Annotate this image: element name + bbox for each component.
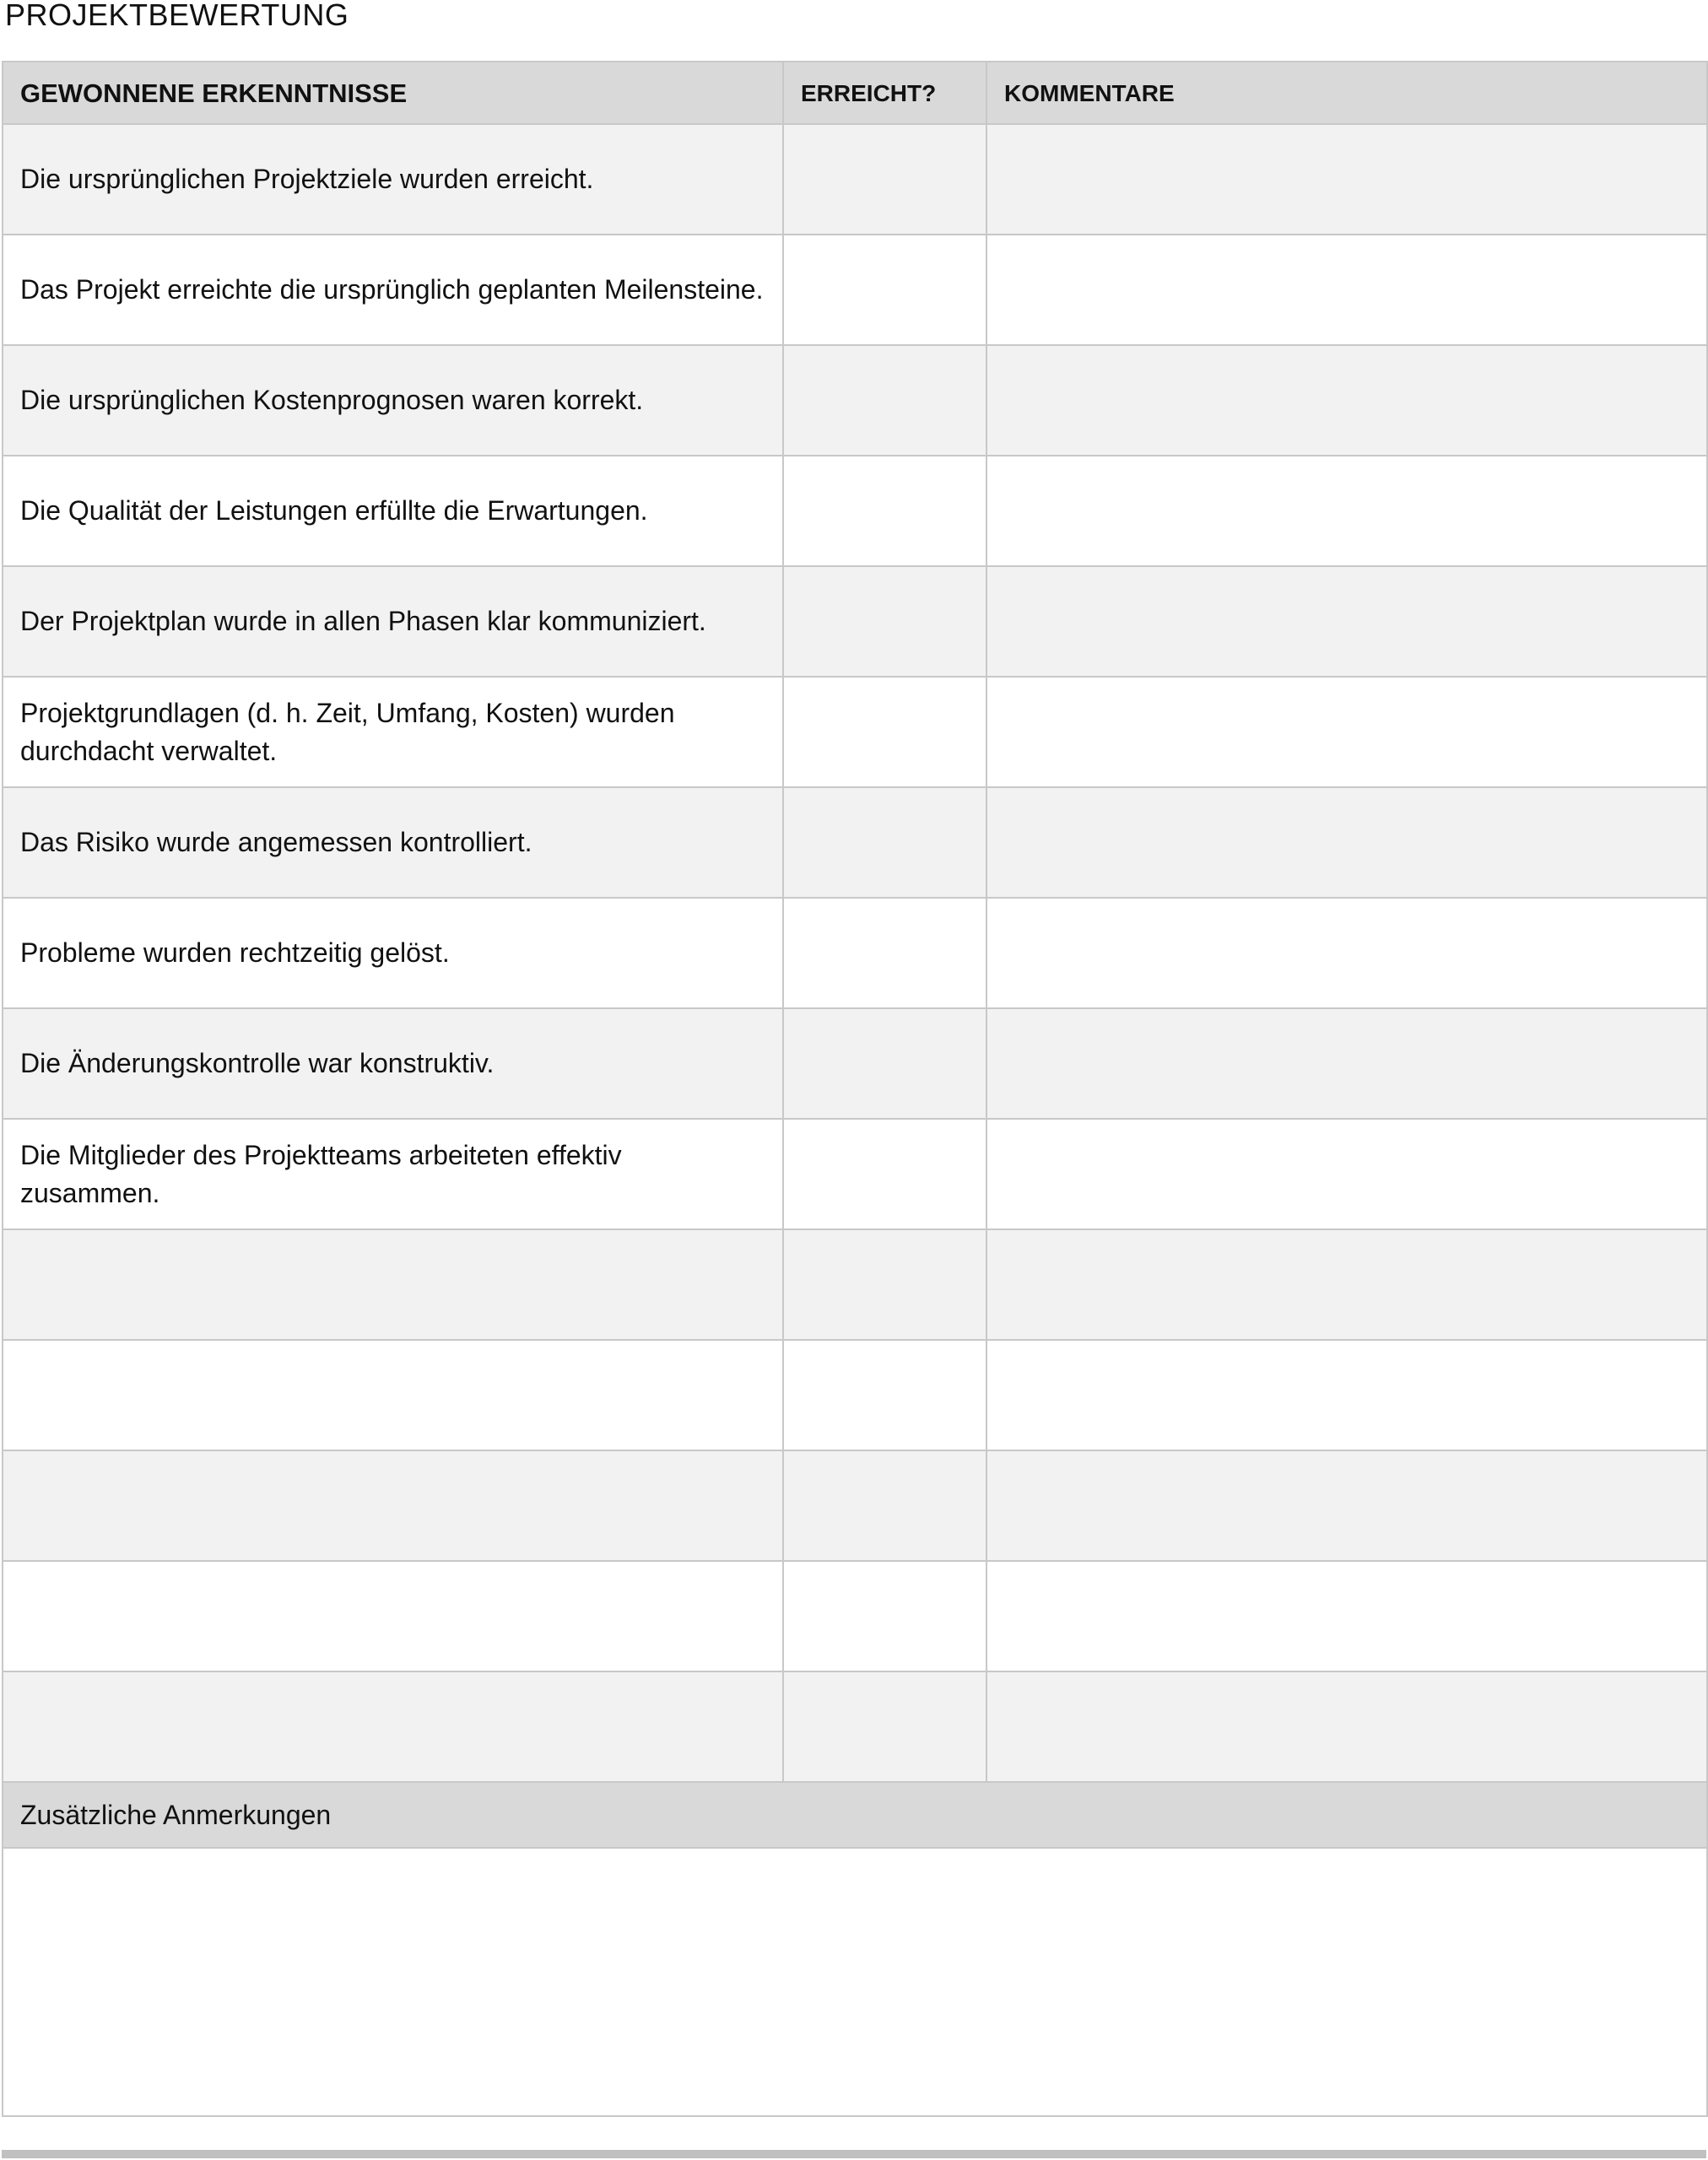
achieved-cell[interactable] (783, 1340, 986, 1450)
table-row (3, 1450, 1707, 1561)
bottom-divider (2, 2150, 1706, 2158)
finding-cell (3, 1671, 783, 1782)
table-row (3, 1340, 1707, 1450)
comment-cell[interactable] (986, 677, 1707, 787)
comment-cell[interactable] (986, 1671, 1707, 1782)
finding-cell: Projektgrundlagen (d. h. Zeit, Umfang, Kosten) wurden durchdacht verwaltet. (3, 677, 783, 787)
comment-cell[interactable] (986, 1340, 1707, 1450)
finding-cell: Die Qualität der Leistungen erfüllte die Erwartungen. (3, 456, 783, 566)
finding-cell (3, 1340, 783, 1450)
finding-cell: Die Mitglieder des Projektteams arbeiteten effektiv zusammen. (3, 1119, 783, 1229)
finding-cell: Probleme wurden rechtzeitig gelöst. (3, 898, 783, 1008)
achieved-cell[interactable] (783, 1008, 986, 1119)
achieved-cell[interactable] (783, 677, 986, 787)
achieved-cell[interactable] (783, 566, 986, 677)
table-row (3, 1229, 1707, 1340)
project-review-table (2, 61, 1708, 2117)
table-row (3, 235, 1707, 345)
table-row (3, 677, 1707, 787)
achieved-cell[interactable] (783, 235, 986, 345)
table-row (3, 1671, 1707, 1782)
table-row (3, 566, 1707, 677)
comment-cell[interactable] (986, 1450, 1707, 1561)
comment-cell[interactable] (986, 235, 1707, 345)
achieved-cell[interactable] (783, 1450, 986, 1561)
comment-cell[interactable] (986, 124, 1707, 235)
table-row (3, 1561, 1707, 1671)
table-header-row (3, 62, 1707, 124)
table-row (3, 898, 1707, 1008)
achieved-cell[interactable] (783, 1561, 986, 1671)
achieved-cell[interactable] (783, 124, 986, 235)
comment-cell[interactable] (986, 566, 1707, 677)
achieved-cell[interactable] (783, 1229, 986, 1340)
finding-cell (3, 1229, 783, 1340)
table-row (3, 456, 1707, 566)
achieved-cell[interactable] (783, 787, 986, 898)
comment-cell[interactable] (986, 898, 1707, 1008)
comment-cell[interactable] (986, 1119, 1707, 1229)
notes-header-row (3, 1782, 1707, 1848)
comment-cell[interactable] (986, 1008, 1707, 1119)
achieved-cell[interactable] (783, 345, 986, 456)
findings-column-header: GEWONNENE ERKENNTNISSE (3, 62, 783, 124)
table-body (3, 124, 1707, 2116)
table-row (3, 787, 1707, 898)
achieved-column-header: ERREICHT? (783, 62, 986, 124)
comment-cell[interactable] (986, 456, 1707, 566)
table-row (3, 1119, 1707, 1229)
achieved-cell[interactable] (783, 898, 986, 1008)
finding-cell: Der Projektplan wurde in allen Phasen klar kommuniziert. (3, 566, 783, 677)
finding-cell: Die ursprünglichen Projektziele wurden erreicht. (3, 124, 783, 235)
finding-cell: Das Projekt erreichte die ursprünglich geplanten Meilensteine. (3, 235, 783, 345)
finding-cell: Die Änderungskontrolle war konstruktiv. (3, 1008, 783, 1119)
comment-cell[interactable] (986, 345, 1707, 456)
notes-body-row (3, 1848, 1707, 2116)
table-row (3, 124, 1707, 235)
achieved-cell[interactable] (783, 456, 986, 566)
page-title: PROJEKTBEWERTUNG (5, 0, 349, 32)
finding-cell: Die ursprünglichen Kostenprognosen waren korrekt. (3, 345, 783, 456)
comment-cell[interactable] (986, 1561, 1707, 1671)
finding-cell (3, 1450, 783, 1561)
table-row (3, 345, 1707, 456)
comment-cell[interactable] (986, 1229, 1707, 1340)
finding-cell (3, 1561, 783, 1671)
table-row (3, 1008, 1707, 1119)
achieved-cell[interactable] (783, 1671, 986, 1782)
comment-cell[interactable] (986, 787, 1707, 898)
finding-cell: Das Risiko wurde angemessen kontrolliert. (3, 787, 783, 898)
notes-field[interactable] (3, 1848, 1707, 2116)
achieved-cell[interactable] (783, 1119, 986, 1229)
notes-label: Zusätzliche Anmerkungen (3, 1782, 1707, 1848)
comments-column-header: KOMMENTARE (986, 62, 1707, 124)
